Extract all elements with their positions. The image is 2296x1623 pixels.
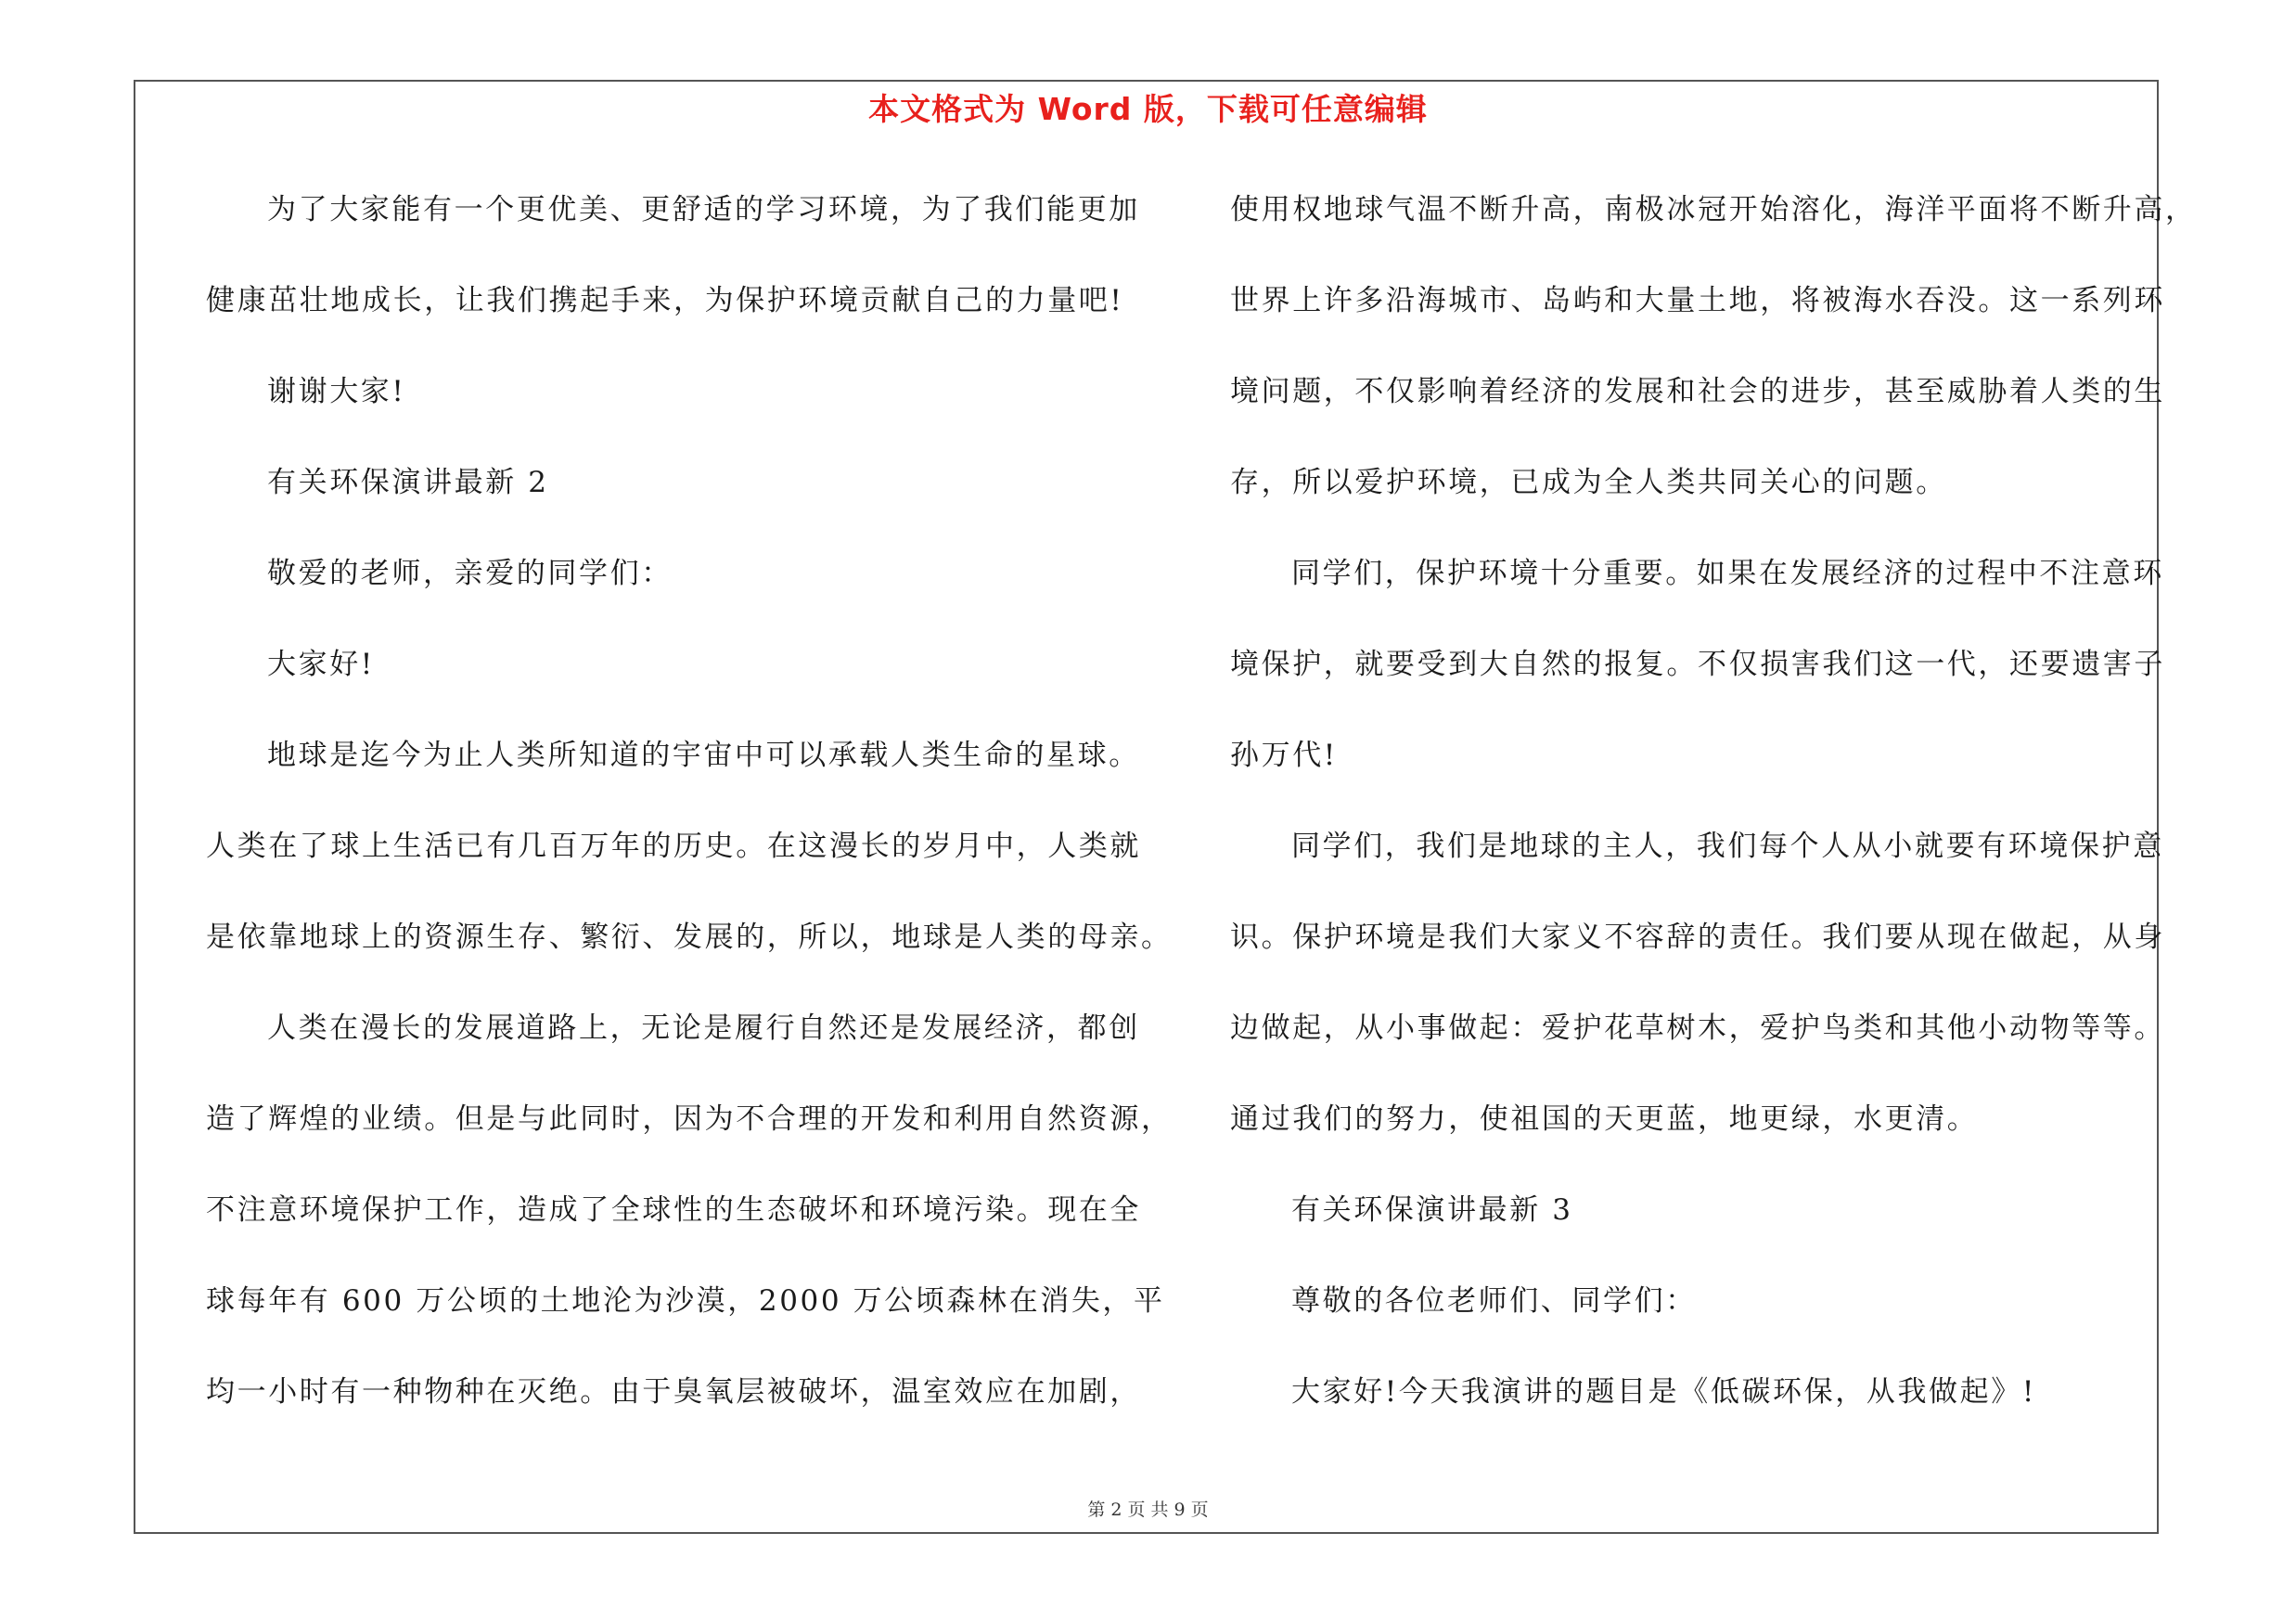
left-text-column — [206, 182, 1173, 1455]
text-line: 边做起，从小事做起：爱护花草树木，爱护鸟类和其他小动物等等。 — [1230, 1011, 2165, 1045]
greeting: 大家好! — [267, 648, 375, 681]
text-line: 均一小时有一种物种在灭绝。由于臭氧层被破坏，温室效应在加剧， — [206, 1375, 1141, 1409]
text-line: 存，所以爱护环境，已成为全人类共同关心的问题。 — [1230, 466, 1947, 499]
text-line: 造了辉煌的业绩。但是与此同时，因为不合理的开发和利用自然资源， — [206, 1102, 1173, 1136]
text-line: 同学们，我们是地球的主人，我们每个人从小就要有环境保护意 — [1291, 830, 2164, 863]
text-line: 人类在漫长的发展道路上，无论是履行自然还是发展经济，都创 — [267, 1011, 1140, 1045]
text-line: 是依靠地球上的资源生存、繁衍、发展的，所以，地球是人类的母亲。 — [206, 921, 1173, 954]
text-line: 孙万代! — [1230, 739, 1338, 772]
text-line: 健康茁壮地成长，让我们携起手来，为保护环境贡献自己的力量吧! — [206, 284, 1124, 317]
text-line: 世界上许多沿海城市、岛屿和大量土地，将被海水吞没。这一系列环 — [1230, 284, 2165, 317]
text-line: 地球是迄今为止人类所知道的宇宙中可以承载人类生命的星球。 — [267, 739, 1140, 772]
word-format-banner: 本文格式为 Word 版，下载可任意编辑 — [868, 91, 1428, 127]
text-line: 不注意环境保护工作，造成了全球性的生态破坏和环境污染。现在全 — [206, 1193, 1141, 1227]
text-line: 识。保护环境是我们大家义不容辞的责任。我们要从现在做起，从身 — [1230, 921, 2165, 954]
salutation: 尊敬的各位老师们、同学们： — [1291, 1284, 1697, 1318]
greeting: 大家好!今天我演讲的题目是《低碳环保，从我做起》! — [1291, 1375, 2036, 1409]
salutation: 敬爱的老师，亲爱的同学们： — [267, 557, 673, 590]
text-line: 同学们，保护环境十分重要。如果在发展经济的过程中不注意环 — [1291, 557, 2164, 590]
text-line: 境问题，不仅影响着经济的发展和社会的进步，甚至威胁着人类的生 — [1230, 375, 2165, 408]
section-heading: 有关环保演讲最新 2 — [267, 466, 549, 499]
right-text-column — [1230, 182, 2197, 1455]
text-line: 通过我们的努力，使祖国的天更蓝，地更绿，水更清。 — [1230, 1102, 1979, 1136]
text-line: 境保护，就要受到大自然的报复。不仅损害我们这一代，还要遗害子 — [1230, 648, 2165, 681]
text-line: 球每年有 600 万公顷的土地沦为沙漠，2000 万公顷森林在消失，平 — [206, 1284, 1165, 1318]
page-number: 第 2 页 共 9 页 — [1087, 1500, 1209, 1520]
section-heading: 有关环保演讲最新 3 — [1291, 1193, 1573, 1227]
text-line: 谢谢大家! — [267, 375, 406, 408]
text-line: 人类在了球上生活已有几百万年的历史。在这漫长的岁月中，人类就 — [206, 830, 1141, 863]
text-line: 使用权地球气温不断升高，南极冰冠开始溶化，海洋平面将不断升高， — [1230, 193, 2197, 226]
text-line: 为了大家能有一个更优美、更舒适的学习环境，为了我们能更加 — [267, 193, 1140, 226]
